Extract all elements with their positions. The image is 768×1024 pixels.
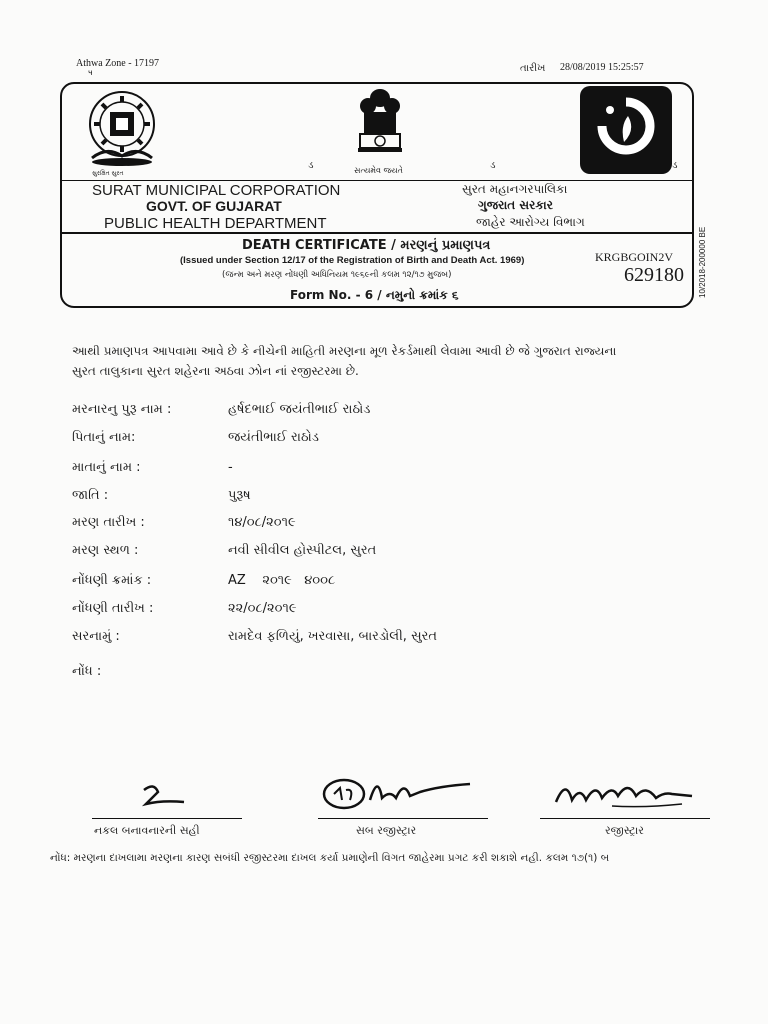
certificate-title: DEATH CERTIFICATE / મરણનું પ્રમાણપત્ર xyxy=(242,238,491,253)
field-label-registration-date: નોંધણી તારીખ : xyxy=(72,601,154,616)
field-value-death-date: ૧૪/૦૮/૨૦૧૯ xyxy=(228,515,296,530)
national-emblem-icon xyxy=(352,86,408,164)
field-value-registration-number: AZ ૨૦૧૯ ૪૦૦૮ xyxy=(228,573,336,588)
department-name-gu: જાહેર આરોગ્ય વિભાગ xyxy=(476,215,585,229)
signature-line xyxy=(92,818,242,819)
serial-number: 629180 xyxy=(624,264,684,286)
signature-registrar-icon xyxy=(552,772,702,814)
header-mark: ડ xyxy=(308,160,314,171)
corporation-name-gu: સુરત મહાનગરપાલિકા xyxy=(462,182,568,196)
date-value: 28/08/2019 15:25:57 xyxy=(560,62,644,73)
corporation-name-en: SURAT MUNICIPAL CORPORATION xyxy=(92,182,341,199)
signature-label-sub-registrar: સબ રજીસ્ટ્રાર xyxy=(356,824,417,837)
field-label-deceased-name: મરનારનુ પુરૂ નામ : xyxy=(72,402,172,417)
signature-label-registrar: રજીસ્ટ્રાર xyxy=(605,824,644,837)
signature-copier-icon xyxy=(140,780,190,810)
department-name-en: PUBLIC HEALTH DEPARTMENT xyxy=(104,215,327,232)
emblem-motto: સત્યમેવ જયતે xyxy=(354,166,403,175)
signature-line xyxy=(318,818,488,819)
print-reference: 10/2018-200000 BE xyxy=(698,226,707,298)
header-mark: ડ xyxy=(672,160,678,171)
intro-line: આથી પ્રમાણપત્ર આપવામા આવે છે કે નીચેની માહિતી મરણના મૂળ રેકર્ડમાથી લેવામા આવી છે જે ગુજરાત રાજ્યના xyxy=(72,344,617,358)
header-mark: ડ xyxy=(490,160,496,171)
field-label-death-place: મરણ સ્થળ : xyxy=(72,543,139,558)
government-name-gu: ગુજરાત સરકાર xyxy=(478,198,553,212)
issued-under-en: (Issued under Section 12/17 of the Registration of Birth and Death Act. 1969) xyxy=(180,255,525,266)
field-label-death-date: મરણ તારીખ : xyxy=(72,515,145,530)
field-value-death-place: નવી સીવીલ હોસ્પીટલ, સુરત xyxy=(228,543,377,558)
signature-line xyxy=(540,818,710,819)
date-label: તારીખ xyxy=(520,63,546,74)
health-logo-icon xyxy=(580,86,672,174)
signature-label-copier: નકલ બનાવનારની સહી xyxy=(94,824,200,837)
intro-line: સુરત તાલુકાના સુરત શહેરના અઠવા ઝોન નાં રજીસ્ટરમા છે. xyxy=(72,364,359,378)
form-number: Form No. - 6 / નમુનો ક્રમાંક ૬ xyxy=(290,288,459,302)
smc-logo-icon xyxy=(82,86,162,176)
field-value-father-name: જયંતીભાઈ રાઠોડ xyxy=(228,430,319,445)
header-divider xyxy=(60,232,694,234)
field-value-deceased-name: હર્ષદભાઈ જયંતીભાઈ રાઠોડ xyxy=(228,402,371,417)
logo-caption: સુરક્ષિત સુરત xyxy=(92,170,124,177)
field-label-remarks: નોંધ : xyxy=(72,664,102,679)
field-value-address: રામદેવ ફળિયું, ખરવાસા, બારડોલી, સુરત xyxy=(228,629,437,644)
serial-code: KRGBGOIN2V xyxy=(595,250,673,264)
field-label-mother-name: માતાનું નામ : xyxy=(72,460,141,475)
field-label-address: સરનામું : xyxy=(72,629,120,644)
field-value-registration-date: ૨૨/૦૮/૨૦૧૯ xyxy=(228,601,297,616)
zone-mark: ч xyxy=(88,68,93,77)
field-value-gender: પુરૂષ xyxy=(228,488,251,503)
signature-sub-registrar-icon xyxy=(320,770,480,814)
field-label-gender: જાતિ : xyxy=(72,488,109,503)
field-label-registration-number: નોંધણી ક્રમાંક : xyxy=(72,573,152,588)
footer-note: નોંધ: મરણના દાખલામા મરણના કારણ સબંધી રજીસ્ટરમા દાખલ કર્યા પ્રમાણેની વિગત જાહેરમા પ્રગટ કરી શકાશે નહી. કલમ ૧૭(૧) બ xyxy=(50,852,610,864)
government-name-en: GOVT. OF GUJARAT xyxy=(146,198,282,214)
header-divider xyxy=(60,180,694,181)
field-value-mother-name: - xyxy=(228,460,233,475)
issued-under-gu: (જન્મ અને મરણ નોંધણી અધિનિયમ ૧૯૬૯ની કલમ ૧૨/૧૭ મુજબ) xyxy=(222,270,452,280)
field-label-father-name: પિતાનું નામ: xyxy=(72,430,136,445)
zone-number: Athwa Zone - 17197 xyxy=(76,58,160,69)
